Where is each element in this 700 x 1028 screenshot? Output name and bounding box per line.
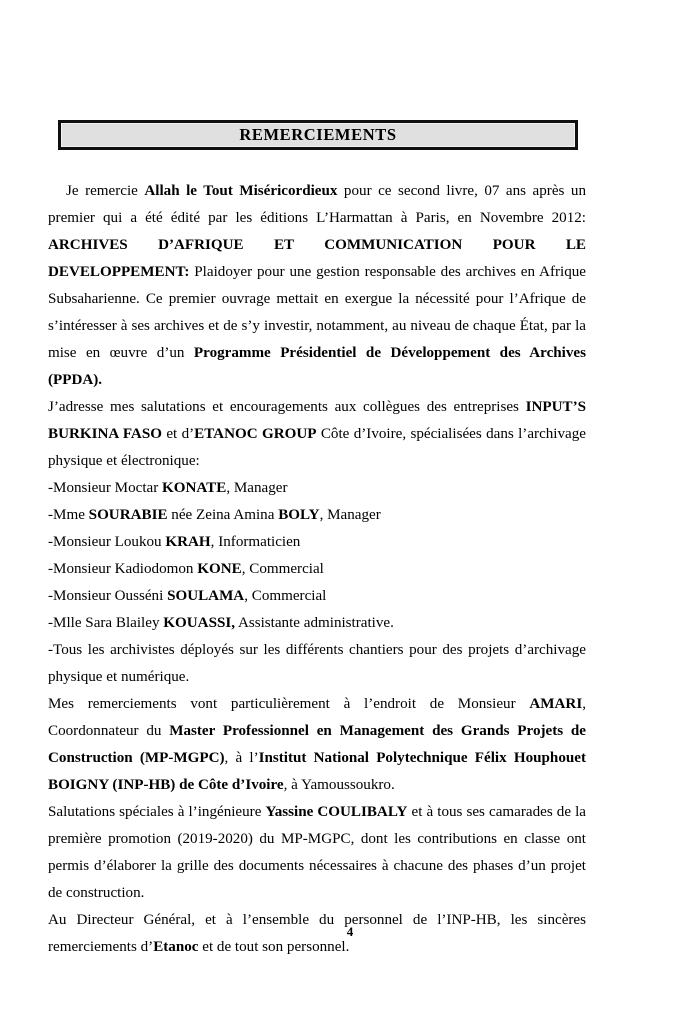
p1-bold-book-title: ARCHIVES D’AFRIQUE ET COMMUNICATION POUR LE DEVELOPPEMENT: (48, 237, 586, 280)
list-item-suffix: , Commercial (244, 588, 327, 604)
p2-text-3: Côte d’Ivoire, spécialisées dans l’archivage physique et électronique: (48, 426, 586, 469)
list-item-suffix: , Informaticien (210, 534, 301, 550)
p5-text-2: et à tous ses camarades de la première promotion (2019-2020) du MP-MGPC, dont les contributions en classe ont permis d’élaborer la grille des documents nécessaires à chacune des phases d’un projet de construction. (48, 804, 586, 901)
paragraph-intro (48, 178, 586, 394)
list-item (48, 583, 586, 610)
p4-text-3: , à l’ (224, 750, 259, 766)
list-item-suffix: , Manager (319, 507, 381, 523)
list-item-suffix: , Manager (226, 480, 288, 496)
list-item-name: SOULAMA (167, 588, 245, 604)
list-item-prefix: -Mme (48, 507, 89, 523)
list-item-prefix: -Monsieur Loukou (48, 534, 166, 550)
p1-text-3: Plaidoyer pour une gestion responsable des archives en Afrique Subsaharienne. Ce premier ouvrage mettait en exergue la nécessité pour l’Afrique de s’intéresser à ses archives et de s’y investir, notamment, au niveau de chaque État, par la mise en œuvre d’un (48, 264, 586, 361)
p4-text-4: , à Yamoussoukro. (283, 777, 395, 793)
list-item (48, 529, 586, 556)
p1-text-1: Je remercie (66, 183, 145, 199)
page-title: REMERCIEMENTS (239, 124, 397, 144)
list-item-name: KONE (197, 561, 242, 577)
list-item-prefix: -Monsieur Kadiodomon (48, 561, 198, 577)
list-item (48, 502, 586, 529)
p6-text-1: Au Directeur Général, et à l’ensemble du personnel de l’INP-HB, les sincères remerciements d’ (48, 912, 586, 955)
list-item-name: SOURABIE (88, 507, 168, 523)
paragraph-amari (48, 691, 586, 799)
list-item-suffix: Assistante administrative. (235, 615, 394, 631)
list-item (48, 610, 586, 637)
p5-bold-coulibaly: Yassine COULIBALY (265, 804, 408, 820)
p3-text-1: -Tous les archivistes déployés sur les différents chantiers pour des projets d’archivage physique et numérique. (48, 642, 586, 685)
acknowledgement-list (48, 475, 586, 637)
p2-bold-inputs: INPUT’S BURKINA FASO (48, 399, 586, 442)
p4-text-1: Mes remerciements vont particulièrement à l’endroit de Monsieur (48, 696, 530, 712)
p4-bold-mpmgpc: Master Professionnel en Management des Grands Projets de Construction (MP-MGPC) (48, 723, 586, 766)
list-item-name: KOUASSI, (163, 615, 235, 631)
list-item-prefix: -Monsieur Moctar (48, 480, 163, 496)
list-item-prefix: -Monsieur Ousséni (48, 588, 168, 604)
list-item-middle: née Zeina Amina (167, 507, 279, 523)
p5-text-1: Salutations spéciales à l’ingénieure (48, 804, 266, 820)
document-body (48, 178, 586, 961)
page-number: 4 (346, 924, 354, 939)
paragraph-archivists (48, 637, 586, 691)
p4-bold-amari: AMARI (529, 696, 583, 712)
list-item-prefix: -Mlle Sara Blailey (48, 615, 164, 631)
p2-bold-etanoc: ETANOC GROUP (194, 426, 317, 442)
section-title-box (58, 120, 578, 150)
paragraph-greetings-companies (48, 394, 586, 475)
p6-text-2: et de tout son personnel. (198, 939, 350, 955)
p4-text-2: , Coordonnateur du (48, 696, 586, 739)
p1-text-2: pour ce second livre, 07 ans après un premier qui a été édité par les éditions L’Harmattan à Paris, en Novembre 2012: (48, 183, 586, 226)
p6-bold-etanoc: Etanoc (153, 939, 199, 955)
p1-bold-allah: Allah le Tout Miséricordieux (144, 183, 338, 199)
list-item-suffix: , Commercial (241, 561, 324, 577)
paragraph-coulibaly (48, 799, 586, 907)
p4-bold-inphb: Institut National Polytechnique Félix Houphouet BOIGNY (INP-HB) de Côte d’Ivoire (48, 750, 586, 793)
list-item-name-secondary: BOLY (278, 507, 320, 523)
p2-text-1: J’adresse mes salutations et encouragements aux collègues des entreprises (48, 399, 526, 415)
list-item-name: KONATE (162, 480, 227, 496)
list-item-name: KRAH (165, 534, 211, 550)
p2-text-2: et d’ (161, 426, 195, 442)
p1-bold-ppda: Programme Présidentiel de Développement des Archives (PPDA). (48, 345, 586, 388)
list-item (48, 475, 586, 502)
list-item (48, 556, 586, 583)
